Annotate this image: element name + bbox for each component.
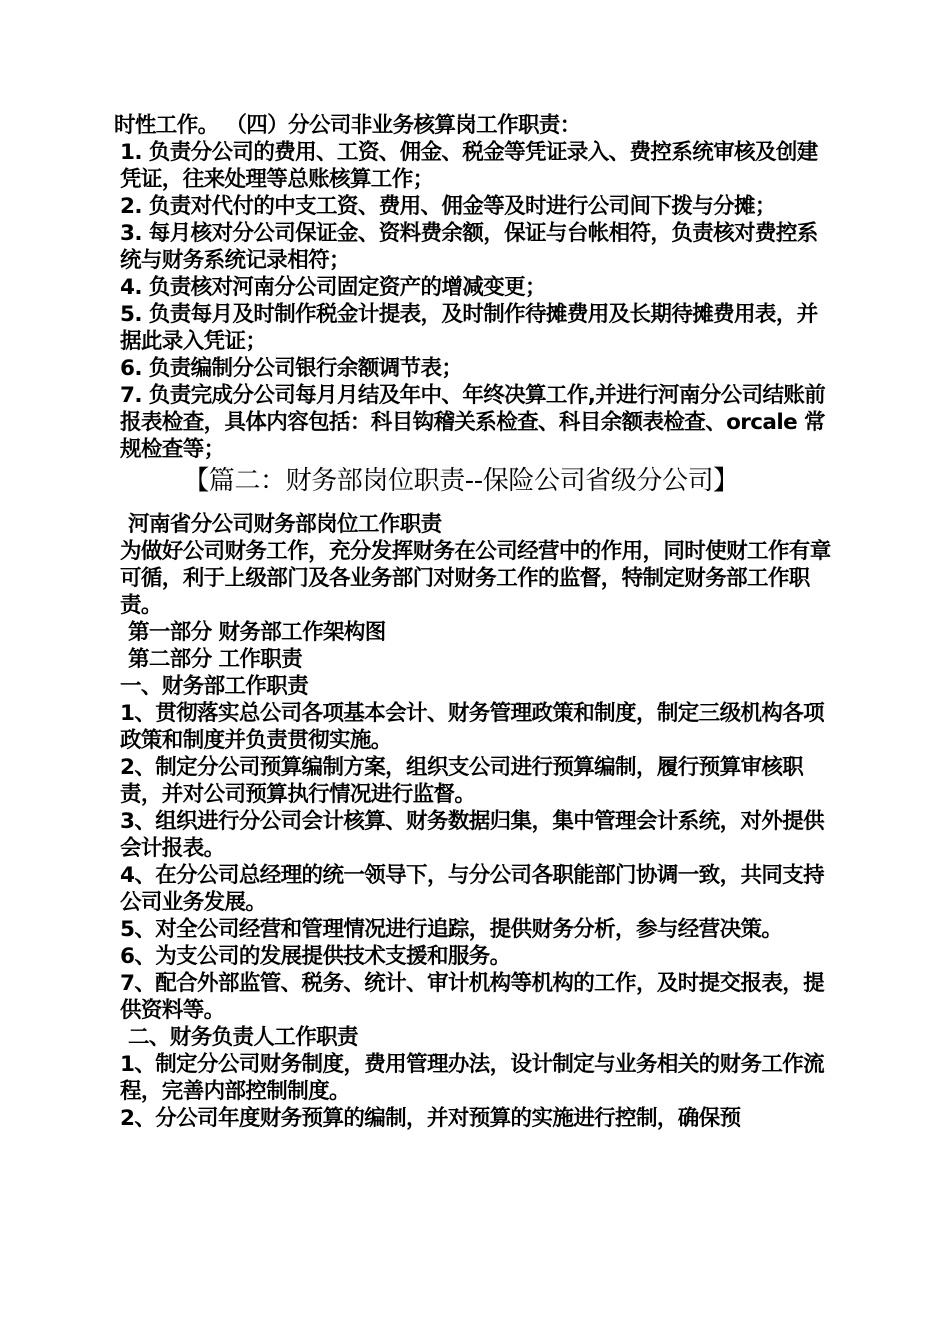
- subsection-heading-2: 二、财务负责人工作职责: [128, 1025, 358, 1050]
- duty-item-4: 4. 负责核对河南分公司固定资产的增减变更；: [120, 275, 546, 300]
- intro-paragraph: 为做好公司财务工作，充分发挥财务在公司经营中的作用，同时使财工作有章可循，利于上级部门及各业务部门对财务工作的监督，特制定财务部工作职责。: [120, 539, 831, 618]
- dept-duty-2: 2、制定分公司预算编制方案，组织支公司进行预算编制，履行预算审核职责，并对公司预算执行情况进行监督。: [120, 755, 804, 807]
- cfo-duty-2: 2、分公司年度财务预算的编制，并对预算的实施进行控制，确保预: [120, 1106, 741, 1131]
- subsection-heading-1: 一、财务部工作职责: [120, 674, 309, 699]
- section-heading: 【篇二：财务部岗位职责--保险公司省级分公司】: [183, 466, 739, 496]
- part-one-heading: 第一部分 财务部工作架构图: [128, 620, 386, 645]
- document-page: [114, 112, 838, 1132]
- duty-item-5: 5. 负责每月及时制作税金计提表，及时制作待摊费用及长期待摊费用表，并据此录入凭证；: [120, 302, 818, 354]
- document-title: 河南省分公司财务部岗位工作职责: [128, 512, 442, 537]
- dept-duty-5: 5、对全公司经营和管理情况进行追踪，提供财务分析，参与经营决策。: [120, 917, 783, 942]
- duty-item-1: 1. 负责分公司的费用、工资、佣金、税金等凭证录入、费控系统审核及创建凭证，往来处理等总账核算工作；: [120, 140, 818, 192]
- dept-duty-6: 6、为支公司的发展提供技术支援和服务。: [120, 944, 511, 969]
- duty-item-3: 3. 每月核对分公司保证金、资料费余额，保证与台帐相符，负责核对费控系统与财务系统记录相符；: [120, 221, 818, 273]
- duty-item-6: 6. 负责编制分公司银行余额调节表；: [120, 356, 463, 381]
- dept-duty-3: 3、组织进行分公司会计核算、财务数据归集，集中管理会计系统，对外提供会计报表。: [120, 809, 825, 861]
- cfo-duty-1: 1、制定分公司财务制度，费用管理办法，设计制定与业务相关的财务工作流程，完善内部控制制度。: [120, 1052, 825, 1104]
- duty-item-7: 7. 负责完成分公司每月月结及年中、年终决算工作,并进行河南分公司结账前报表检查，具体内容包括：科目钩稽关系检查、科目余额表检查、orcale 常规检查等；: [120, 383, 826, 462]
- paragraph-continuation: 时性工作。 （四）分公司非业务核算岗工作职责：: [114, 113, 581, 138]
- dept-duty-4: 4、在分公司总经理的统一领导下，与分公司各职能部门协调一致，共同支持公司业务发展。: [120, 863, 825, 915]
- dept-duty-1: 1、贯彻落实总公司各项基本会计、财务管理政策和制度，制定三级机构各项政策和制度并负责贯彻实施。: [120, 701, 825, 753]
- dept-duty-7: 7、配合外部监管、税务、统计、审计机构等机构的工作，及时提交报表，提供资料等。: [120, 971, 825, 1023]
- part-two-heading: 第二部分 工作职责: [128, 647, 303, 672]
- duty-item-2: 2. 负责对代付的中支工资、费用、佣金等及时进行公司间下拨与分摊；: [120, 194, 776, 219]
